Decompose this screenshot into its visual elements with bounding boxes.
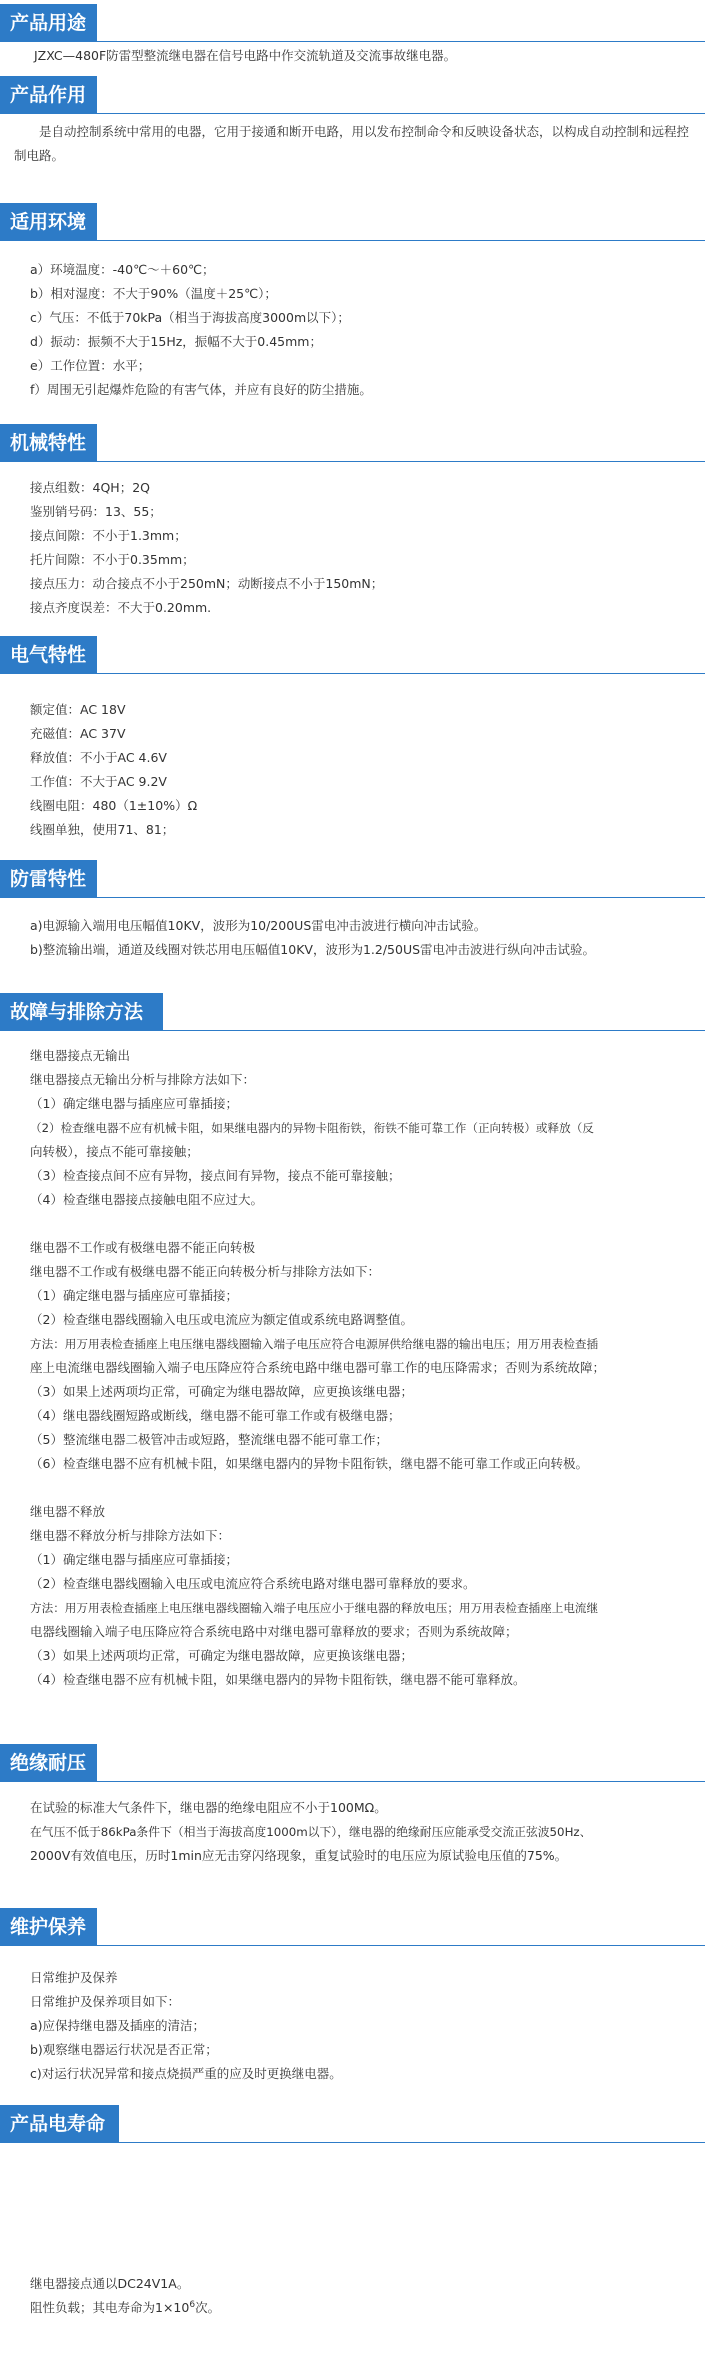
section-title: 电气特性 (0, 636, 97, 674)
text-line: c）气压：不低于70kPa（相当于海拔高度3000m以下）； (30, 310, 350, 325)
text-line: 接点间隙：不小于1.3mm； (30, 528, 187, 543)
section-divider (0, 2142, 705, 2143)
text-line: 继电器接点通以DC24V1A。 (30, 2276, 190, 2291)
text-line: 继电器不工作或有极继电器不能正向转极分析与排除方法如下： (30, 1264, 381, 1279)
section-divider (0, 1030, 705, 1031)
text-line: 鉴别销号码：13、55； (30, 504, 162, 519)
section-divider (0, 1781, 705, 1782)
text-line: （3）检查接点间不应有异物，接点间有异物，接点不能可靠接触； (30, 1168, 401, 1183)
text-line: （1）确定继电器与插座应可靠插接； (30, 1552, 238, 1567)
section-title: 产品作用 (0, 76, 97, 114)
text-line: 继电器不释放分析与排除方法如下： (30, 1528, 231, 1543)
lifespan-text: 阻性负载；其电寿命为1×10 (30, 2300, 190, 2315)
text-line: （2）检查继电器线圈输入电压或电流应符合系统电路对继电器可靠释放的要求。 (30, 1576, 476, 1591)
section-title: 绝缘耐压 (0, 1744, 97, 1782)
text-line: 座上电流继电器线圈输入端子电压降应符合系统电路中继电器可靠工作的电压降需求；否则为系统故障； (30, 1360, 606, 1375)
text-line: b)整流输出端，通道及线圈对铁芯用电压幅值10KV，波形为1.2/50US雷电冲击波进行纵向冲击试验。 (30, 942, 596, 957)
section-title: 产品用途 (0, 4, 97, 42)
text-line: a)应保持继电器及插座的清洁； (30, 2018, 206, 2033)
section-title: 故障与排除方法 (0, 993, 163, 1031)
text-line (30, 2296, 700, 2320)
text-line: 在气压不低于86kPa条件下（相当于海拔高度1000m以下），继电器的绝缘耐压应能承受交流正弦波50Hz、 (30, 1825, 592, 1839)
text-line: 线圈电阻：480（1±10%）Ω (30, 798, 198, 813)
lifespan-suffix: 次。 (195, 2300, 221, 2315)
text-line: 充磁值：AC 37V (30, 726, 126, 741)
spacer (30, 1476, 700, 1500)
text-line: e）工作位置：水平； (30, 358, 151, 373)
text-line: 在试验的标准大气条件下，继电器的绝缘电阻应不小于100MΩ。 (30, 1800, 387, 1815)
section-divider (0, 1945, 705, 1946)
text-line: 额定值：AC 18V (30, 702, 126, 717)
text-line: 继电器接点无输出分析与排除方法如下： (30, 1072, 256, 1087)
text-line: JZXC—480F防雷型整流继电器在信号电路中作交流轨道及交流事故继电器。 (34, 48, 457, 63)
text-line: 托片间隙：不小于0.35mm； (30, 552, 195, 567)
text-line: 接点齐度误差：不大于0.20mm. (30, 600, 212, 615)
section-divider (0, 461, 705, 462)
text-line: 继电器不工作或有极继电器不能正向转极 (30, 1240, 256, 1255)
text-line: （4）继电器线圈短路或断线，继电器不能可靠工作或有极继电器； (30, 1408, 401, 1423)
text-line: 接点压力：动合接点不小于250mN；动断接点不小于150mN； (30, 576, 384, 591)
text-line: 继电器接点无输出 (30, 1048, 131, 1063)
section-title: 机械特性 (0, 424, 97, 462)
text-line: c)对运行状况异常和接点烧损严重的应及时更换继电器。 (30, 2066, 342, 2081)
text-line: a)电源输入端用电压幅值10KV，波形为10/200US雷电冲击波进行横向冲击试验。 (30, 918, 487, 933)
text-line: （1）确定继电器与插座应可靠插接； (30, 1096, 238, 1111)
text-line: 日常维护及保养项目如下： (30, 1994, 181, 2009)
text-line: （5）整流继电器二极管冲击或短路，整流继电器不能可靠工作； (30, 1432, 388, 1447)
text-line: 工作值：不大于AC 9.2V (30, 774, 167, 789)
text-line: （2）检查继电器不应有机械卡阻，如果继电器内的异物卡阻衔铁，衔铁不能可靠工作（正向转极）或释放（反 (30, 1121, 594, 1135)
text-line: 电器线圈输入端子电压降应符合系统电路中对继电器可靠释放的要求；否则为系统故障； (30, 1624, 518, 1639)
section-divider (0, 113, 705, 114)
text-line: （2）检查继电器线圈输入电压或电流应为额定值或系统电路调整值。 (30, 1312, 413, 1327)
text-line: 2000V有效值电压，历时1min应无击穿闪络现象，重复试验时的电压应为原试验电压值的75%。 (30, 1848, 568, 1863)
text-line: f）周围无引起爆炸危险的有害气体，并应有良好的防尘措施。 (30, 382, 372, 397)
section-divider (0, 673, 705, 674)
text-line: 方法：用万用表检查插座上电压继电器线圈输入端子电压应小于继电器的释放电压；用万用表检查插座上电流继 (30, 1601, 599, 1615)
text-line: （4）检查继电器不应有机械卡阻，如果继电器内的异物卡阻衔铁，继电器不能可靠释放。 (30, 1672, 526, 1687)
text-line: （3）如果上述两项均正常，可确定为继电器故障，应更换该继电器； (30, 1648, 413, 1663)
text-line: 日常维护及保养 (30, 1970, 118, 1985)
section-divider (0, 41, 705, 42)
text-line: 方法：用万用表检查插座上电压继电器线圈输入端子电压应符合电源屏供给继电器的输出电压；用万用表检查插 (30, 1337, 599, 1351)
spacer (30, 1212, 700, 1236)
text-line: （4）检查继电器接点接触电阻不应过大。 (30, 1192, 263, 1207)
text-paragraph: 是自动控制系统中常用的电器，它用于接通和断开电路，用以发布控制命令和反映设备状态，以构成自动控制和远程控制电路。 (14, 124, 690, 163)
text-line: （1）确定继电器与插座应可靠插接； (30, 1288, 238, 1303)
text-line: 释放值：不小于AC 4.6V (30, 750, 167, 765)
section-title: 防雷特性 (0, 860, 97, 898)
text-line: b）相对湿度：不大于90%（温度＋25℃）； (30, 286, 277, 301)
text-line: 接点组数：4QH；2Q (30, 480, 150, 495)
section-divider (0, 897, 705, 898)
text-line: 继电器不释放 (30, 1504, 106, 1519)
section-title: 适用环境 (0, 203, 97, 241)
text-line: （3）如果上述两项均正常，可确定为继电器故障，应更换该继电器； (30, 1384, 413, 1399)
section-title: 维护保养 (0, 1908, 97, 1946)
lifespan-exponent: 6 (189, 2299, 196, 2310)
text-line: d）振动：振频不大于15Hz，振幅不大于0.45mm； (30, 334, 322, 349)
text-line: （6）检查继电器不应有机械卡阻，如果继电器内的异物卡阻衔铁，继电器不能可靠工作或正向转极。 (30, 1456, 588, 1471)
section-title: 产品电寿命 (0, 2105, 119, 2143)
section-divider (0, 240, 705, 241)
text-line: a）环境温度：-40℃～＋60℃； (30, 262, 215, 277)
text-line: 向转极），接点不能可靠接触； (30, 1144, 199, 1159)
text-line: b)观察继电器运行状况是否正常； (30, 2042, 218, 2057)
text-line: 线圈单独，使用71、81； (30, 822, 175, 837)
